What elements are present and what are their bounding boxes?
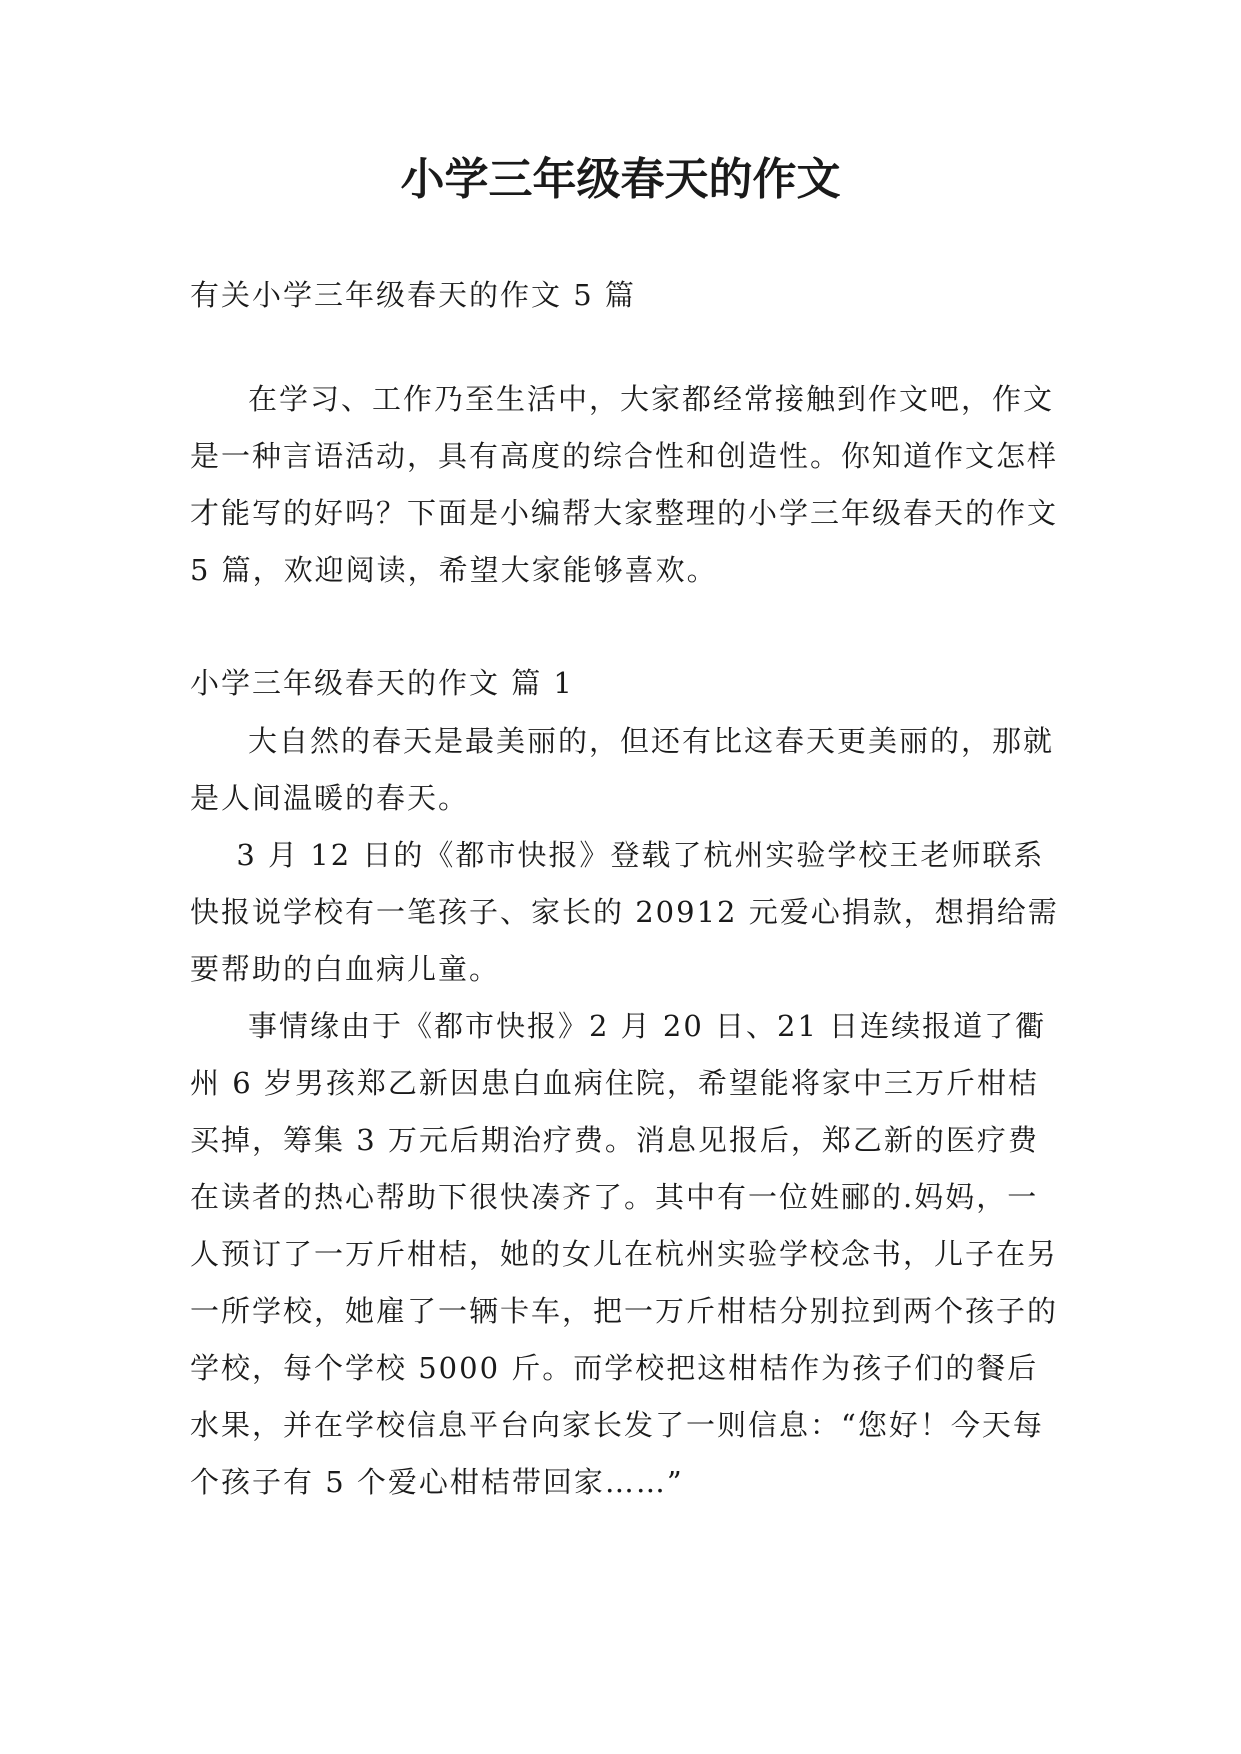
document-body [190,265,1060,1511]
section-heading: 小学三年级春天的作文 篇 1 [190,666,574,700]
document-title: 小学三年级春天的作文 [400,154,841,205]
body-paragraph: 事情缘由于《都市快报》2 月 20 日、21 日连续报道了衢州 6 岁男孩郑乙新因患白血病住院，希望能将家中三万斤柑桔买掉，筹集 3 万元后期治疗费。消息见报后，郑乙新的医疗费在读者的热心帮助下很快凑齐了。其中有一位姓郦的.妈妈，一人预订了一万斤柑桔，她的女儿在杭州实验学校念书，儿子在另一所学校，她雇了一辆卡车，把一万斤柑桔分别拉到两个孩子的学校，每个学校 5000 斤。而学校把这柑桔作为孩子们的餐后水果，并在学校信息平台向家长发了一则信息：“您好！今天每个孩子有 5 个爱心柑桔带回家……” [190,1009,1059,1499]
intro-paragraph: 在学习、工作乃至生活中，大家都经常接触到作文吧，作文是一种言语活动，具有高度的综合性和创造性。你知道作文怎样才能写的好吗？下面是小编帮大家整理的小学三年级春天的作文 5 篇，欢迎阅读，希望大家能够喜欢。 [190,382,1059,587]
body-paragraph: 3 月 12 日的《都市快报》登载了杭州实验学校王老师联系快报说学校有一笔孩子、家长的 20912 元爱心捐款，想捐给需要帮助的白血病儿童。 [190,838,1059,986]
document-subtitle: 有关小学三年级春天的作文 5 篇 [190,278,636,312]
body-paragraph: 大自然的春天是最美丽的，但还有比这春天更美丽的，那就是人间温暖的春天。 [190,724,1055,815]
